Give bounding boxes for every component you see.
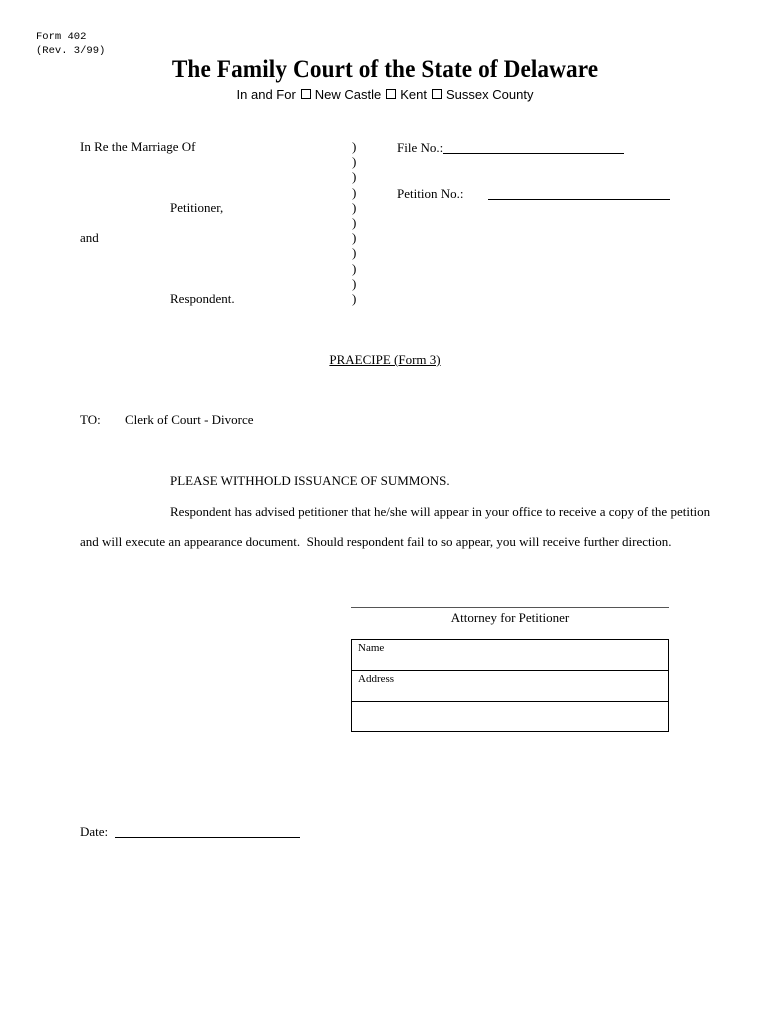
kent-checkbox[interactable] [386,89,396,99]
kent-label: Kent [400,87,428,102]
withhold-instruction: PLEASE WITHHOLD ISSUANCE OF SUMMONS. [170,473,450,488]
form-number: Form 402 [36,31,87,43]
attorney-address-field[interactable] [352,671,668,702]
court-title: The Family Court of the State of Delaware [171,56,599,83]
caption-parentheses: ) ) ) ) ) ) ) ) ) ) ) [352,139,357,307]
address-label: Address [358,673,395,685]
respondent-label: Respondent. [170,291,235,306]
and-label: and [80,230,99,245]
to-recipient: Clerk of Court - Divorce [125,412,254,427]
attorney-name-field[interactable] [352,640,668,671]
attorney-signature-line[interactable] [351,607,669,608]
file-no-input[interactable] [443,139,624,154]
body-line-2: and will execute an appearance document. Should respondent fail to so appear, you will receive further direction. [80,534,672,549]
form-id [36,30,105,58]
in-re-label: In Re the Marriage Of [80,139,196,154]
in-and-for-label: In and For [236,87,296,102]
new-castle-label: New Castle [314,87,382,102]
file-no-label: File No.: [397,140,444,155]
document-title: PRAECIPE (Form 3) [329,352,441,367]
name-label: Name [358,642,385,654]
form-revision: (Rev. 3/99) [36,45,106,57]
petition-no-input[interactable] [488,185,670,200]
date-label: Date: [80,824,109,839]
to-label: TO: [80,412,101,427]
sussex-checkbox[interactable] [432,89,442,99]
sussex-label: Sussex County [446,87,534,102]
date-input[interactable] [115,823,300,838]
petition-no-field [397,185,670,202]
date-field [80,823,300,840]
body-line-1: Respondent has advised petitioner that he/she will appear in your office to receive a copy of the petition [170,504,711,519]
new-castle-checkbox[interactable] [301,89,311,99]
petitioner-label: Petitioner, [170,200,224,215]
attorney-address-line-2[interactable] [352,702,668,732]
attorney-info-box [351,639,669,732]
attorney-label: Attorney for Petitioner [450,610,570,625]
county-selector [0,87,770,102]
petition-no-label: Petition No.: [397,186,464,201]
file-no-field [397,139,624,156]
